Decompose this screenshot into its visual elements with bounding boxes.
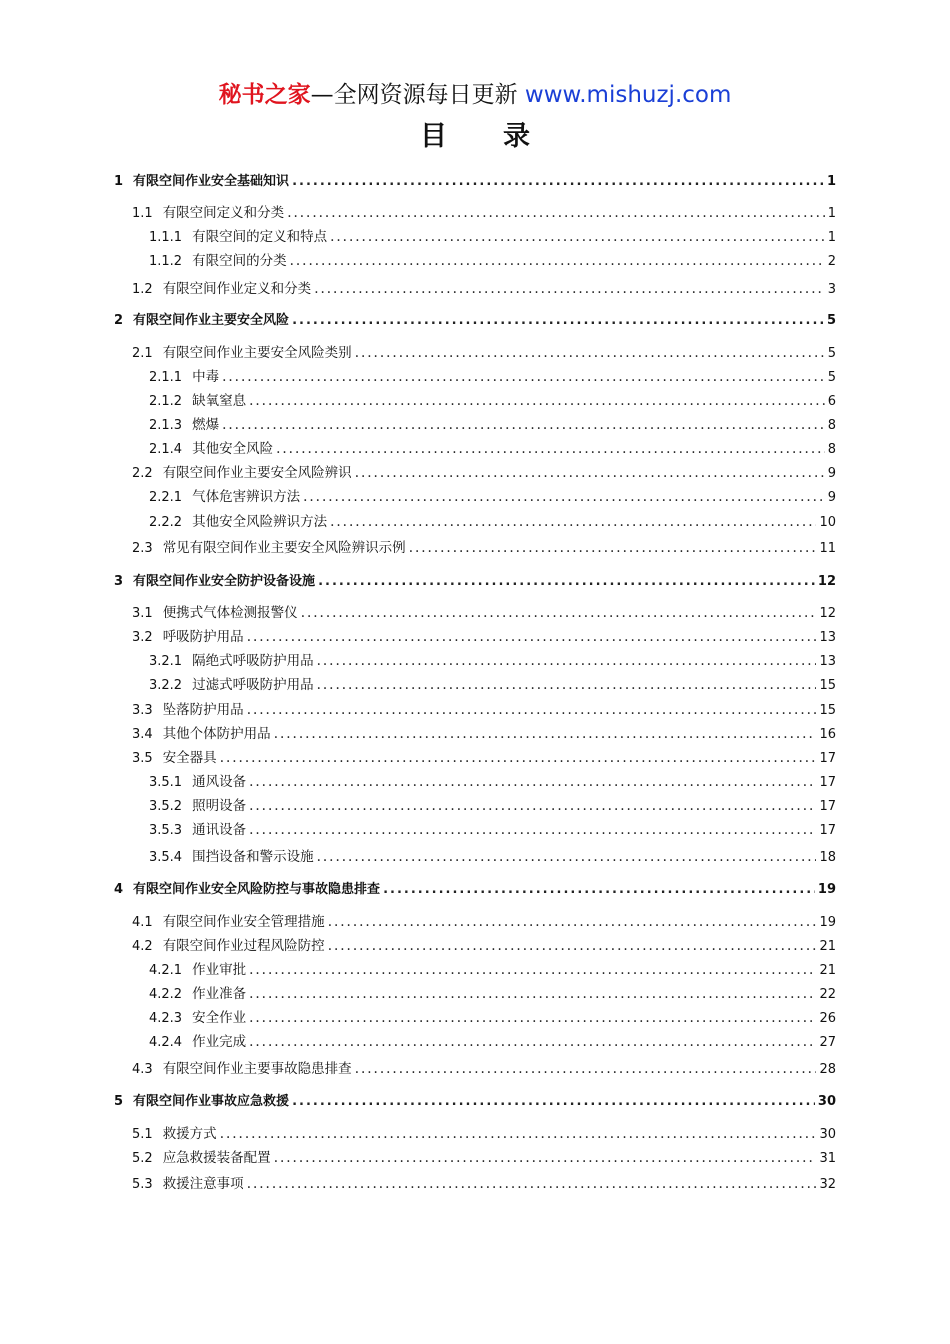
toc-entry-title: 有限空间作业安全管理措施	[162, 914, 325, 930]
toc-entry-page: 19	[819, 915, 836, 930]
toc-entry-title: 呼吸防护用品	[162, 629, 244, 645]
toc-title: 目录	[420, 121, 586, 152]
toc-entry-title: 有限空间作业安全风险防控与事故隐患排查	[133, 882, 381, 897]
toc-leader-dots	[355, 464, 825, 482]
banner-website-link[interactable]: www.mishuzj.com	[524, 82, 732, 108]
toc-entry-page: 32	[819, 1177, 836, 1192]
toc-entry-page: 1	[827, 206, 836, 221]
toc-entry-page: 9	[827, 490, 836, 505]
toc-entry-number: 3.5.4	[149, 850, 183, 865]
toc-entry[interactable]	[149, 961, 836, 980]
toc-entry-page: 10	[819, 515, 836, 530]
toc-leader-dots	[249, 392, 825, 410]
toc-entry-page: 5	[827, 370, 836, 385]
toc-leader-dots	[330, 513, 816, 531]
toc-entry-title: 作业完成	[192, 1034, 247, 1050]
toc-leader-dots	[301, 604, 817, 622]
toc-entry-page: 18	[819, 850, 836, 865]
toc-entry-page: 15	[819, 703, 836, 718]
toc-entry[interactable]	[132, 628, 836, 647]
toc-leader-dots	[292, 1093, 815, 1111]
toc-leader-dots	[318, 573, 815, 591]
toc-entry-page: 19	[817, 882, 836, 897]
toc-entry[interactable]	[132, 539, 836, 558]
toc-entry[interactable]	[149, 773, 836, 792]
toc-entry[interactable]	[149, 821, 836, 840]
toc-entry-title: 有限空间作业事故应急救援	[133, 1094, 290, 1109]
toc-entry-page: 27	[819, 1035, 836, 1050]
toc-leader-dots	[317, 848, 817, 866]
toc-entry-number: 2.1.3	[149, 418, 183, 433]
toc-entry-number: 5	[114, 1094, 124, 1109]
toc-entry-number: 1.1.1	[149, 230, 183, 245]
toc-entry-number: 1	[114, 174, 124, 189]
toc-entry[interactable]	[114, 312, 836, 330]
toc-entry-number: 3.5.2	[149, 799, 183, 814]
toc-entry-page: 1	[826, 174, 836, 189]
toc-entry-number: 2	[114, 313, 124, 328]
toc-entry-page: 17	[819, 775, 836, 790]
toc-entry-title: 过滤式呼吸防护用品	[192, 677, 314, 693]
toc-leader-dots	[328, 913, 817, 931]
toc-entry-title: 救援注意事项	[162, 1176, 244, 1192]
toc-entry-page: 2	[827, 254, 836, 269]
toc-entry-number: 3	[114, 574, 124, 589]
toc-entry-number: 4.3	[132, 1062, 153, 1077]
toc-entry-page: 21	[819, 963, 836, 978]
toc-leader-dots	[274, 1149, 817, 1167]
toc-entry[interactable]	[149, 228, 836, 247]
toc-entry-title: 其他个体防护用品	[162, 726, 271, 742]
toc-entry-page: 1	[827, 230, 836, 245]
toc-entry[interactable]	[149, 848, 836, 867]
toc-entry-page: 16	[819, 727, 836, 742]
toc-leader-dots	[247, 628, 817, 646]
toc-entry-title: 坠落防护用品	[162, 702, 244, 718]
toc-leader-dots	[274, 725, 817, 743]
toc-entry-number: 2.2	[132, 466, 153, 481]
toc-entry-number: 2.1.2	[149, 394, 183, 409]
toc-leader-dots	[247, 1175, 817, 1193]
toc-entry-number: 3.3	[132, 703, 153, 718]
toc-entry-page: 22	[819, 987, 836, 1002]
toc-leader-dots	[249, 961, 816, 979]
toc-entry-title: 有限空间作业定义和分类	[162, 281, 312, 297]
toc-entry[interactable]	[132, 725, 836, 744]
toc-leader-dots	[249, 821, 816, 839]
toc-entry-number: 4.2.3	[149, 1011, 183, 1026]
toc-entry-page: 30	[819, 1127, 836, 1142]
toc-leader-dots	[220, 749, 817, 767]
toc-entry-page: 12	[817, 574, 836, 589]
toc-entry-title: 有限空间作业过程风险防控	[162, 938, 325, 954]
toc-entry[interactable]	[149, 797, 836, 816]
toc-entry-number: 3.1	[132, 606, 153, 621]
toc-entry[interactable]	[132, 1149, 836, 1168]
toc-entry-title: 有限空间作业安全基础知识	[133, 174, 290, 189]
toc-entry-page: 21	[819, 939, 836, 954]
toc-leader-dots	[328, 937, 817, 955]
toc-entry[interactable]	[149, 416, 836, 435]
toc-entry-page: 12	[819, 606, 836, 621]
toc-leader-dots	[249, 797, 816, 815]
toc-entry[interactable]	[114, 1093, 836, 1111]
toc-entry-title: 应急救援装备配置	[162, 1150, 271, 1166]
toc-entry-number: 4.2.2	[149, 987, 183, 1002]
toc-entry-title: 安全作业	[192, 1010, 247, 1026]
toc-leader-dots	[314, 280, 825, 298]
toc-entry-number: 3.2	[132, 630, 153, 645]
toc-entry-number: 4.1	[132, 915, 153, 930]
toc-entry-page: 26	[819, 1011, 836, 1026]
toc-entry[interactable]	[132, 604, 836, 623]
toc-entry[interactable]	[149, 676, 836, 695]
toc-entry-title: 有限空间作业主要安全风险	[133, 313, 290, 328]
toc-leader-dots	[222, 416, 825, 434]
toc-leader-dots	[292, 173, 824, 191]
toc-entry-page: 17	[819, 799, 836, 814]
toc-leader-dots	[220, 1125, 817, 1143]
toc-entry[interactable]	[149, 513, 836, 532]
toc-entry[interactable]	[149, 392, 836, 411]
toc-entry-number: 2.1.4	[149, 442, 183, 457]
toc-entry-title: 其他安全风险辨识方法	[192, 514, 328, 530]
toc-leader-dots	[317, 652, 817, 670]
toc-entry-page: 8	[827, 418, 836, 433]
toc-leader-dots	[383, 881, 815, 899]
toc-entry-page: 15	[819, 678, 836, 693]
toc-entry-title: 常见有限空间作业主要安全风险辨识示例	[162, 540, 406, 556]
toc-entry[interactable]	[114, 573, 836, 591]
toc-entry-title: 有限空间的定义和特点	[192, 229, 328, 245]
toc-entry-title: 其他安全风险	[192, 441, 274, 457]
toc-entry-number: 2.1	[132, 346, 153, 361]
toc-entry-page: 9	[827, 466, 836, 481]
toc-entry[interactable]	[132, 280, 836, 299]
toc-entry-number: 1.1.2	[149, 254, 183, 269]
toc-entry-page: 6	[827, 394, 836, 409]
banner-slogan: —全网资源每日更新	[310, 82, 525, 108]
toc-entry[interactable]	[149, 1009, 836, 1028]
toc-entry[interactable]	[114, 173, 836, 191]
toc-entry-page: 8	[827, 442, 836, 457]
toc-entry[interactable]	[149, 985, 836, 1004]
toc-entry-number: 3.2.2	[149, 678, 183, 693]
toc-entry-title: 有限空间作业主要事故隐患排查	[162, 1061, 352, 1077]
toc-entry-page: 11	[819, 541, 836, 556]
toc-entry-page: 30	[817, 1094, 836, 1109]
toc-leader-dots	[276, 440, 825, 458]
toc-entry-number: 2.1.1	[149, 370, 183, 385]
toc-entry-page: 3	[827, 282, 836, 297]
toc-entry-title: 中毒	[192, 369, 220, 385]
toc-entry[interactable]	[132, 204, 836, 223]
toc-entry-number: 4	[114, 882, 124, 897]
toc-entry-page: 17	[819, 823, 836, 838]
toc-entry-title: 作业准备	[192, 986, 247, 1002]
toc-leader-dots	[355, 1060, 817, 1078]
toc-leader-dots	[409, 539, 817, 557]
toc-entry-page: 13	[819, 630, 836, 645]
toc-entry-number: 1.1	[132, 206, 153, 221]
toc-entry[interactable]	[114, 881, 836, 899]
toc-entry-title: 有限空间作业主要安全风险辨识	[162, 465, 352, 481]
toc-entry[interactable]	[149, 252, 836, 271]
toc-entry-title: 安全器具	[162, 750, 217, 766]
toc-leader-dots	[317, 676, 817, 694]
toc-entry[interactable]	[149, 652, 836, 671]
toc-entry-title: 作业审批	[192, 962, 247, 978]
toc-entry[interactable]	[132, 344, 836, 363]
toc-entry-page: 5	[826, 313, 836, 328]
toc-entry-page: 31	[819, 1151, 836, 1166]
toc-entry[interactable]	[132, 1175, 836, 1194]
toc-entry-title: 隔绝式呼吸防护用品	[192, 653, 314, 669]
toc-entry-title: 气体危害辨识方法	[192, 489, 301, 505]
toc-entry[interactable]	[149, 440, 836, 459]
toc-entry-title: 有限空间作业主要安全风险类别	[162, 345, 352, 361]
toc-leader-dots	[222, 368, 825, 386]
toc-leader-dots	[249, 1033, 816, 1051]
toc-entry-number: 5.2	[132, 1151, 153, 1166]
toc-entry-number: 4.2	[132, 939, 153, 954]
toc-entry[interactable]	[132, 937, 836, 956]
toc-entry-title: 通风设备	[192, 774, 247, 790]
toc-entry[interactable]	[132, 749, 836, 768]
toc-entry-number: 2.2.1	[149, 490, 183, 505]
toc-entry-title: 燃爆	[192, 417, 220, 433]
toc-entry-title: 有限空间定义和分类	[162, 205, 285, 221]
toc-entry-title: 有限空间的分类	[192, 253, 287, 269]
toc-entry-title: 救援方式	[162, 1126, 217, 1142]
toc-leader-dots	[249, 773, 816, 791]
toc-leader-dots	[249, 985, 816, 1003]
toc-entry-page: 5	[827, 346, 836, 361]
toc-entry-title: 围挡设备和警示设施	[192, 849, 314, 865]
toc-entry[interactable]	[132, 701, 836, 720]
toc-entry-number: 5.3	[132, 1177, 153, 1192]
toc-entry[interactable]	[149, 488, 836, 507]
toc-entry-page: 28	[819, 1062, 836, 1077]
toc-entry-page: 17	[819, 751, 836, 766]
toc-entry[interactable]	[132, 1125, 836, 1144]
toc-entry-title: 有限空间作业安全防护设备设施	[133, 574, 316, 589]
toc-entry-number: 3.5.1	[149, 775, 183, 790]
toc-entry-number: 3.4	[132, 727, 153, 742]
toc-leader-dots	[249, 1009, 816, 1027]
toc-entry-number: 4.2.1	[149, 963, 183, 978]
toc-leader-dots	[330, 228, 825, 246]
toc-entry-number: 3.2.1	[149, 654, 183, 669]
toc-leader-dots	[287, 204, 825, 222]
toc-entry-title: 便携式气体检测报警仪	[162, 605, 298, 621]
toc-leader-dots	[355, 344, 825, 362]
toc-entry[interactable]	[132, 464, 836, 483]
toc-entry[interactable]	[132, 913, 836, 932]
toc-entry-title: 通讯设备	[192, 822, 247, 838]
banner-brand: 秘书之家	[218, 82, 311, 108]
toc-entry-number: 1.2	[132, 282, 153, 297]
toc-entry-number: 2.3	[132, 541, 153, 556]
toc-entry-title: 缺氧窒息	[192, 393, 247, 409]
toc-leader-dots	[247, 701, 817, 719]
toc-entry-number: 5.1	[132, 1127, 153, 1142]
toc-leader-dots	[292, 312, 824, 330]
toc-entry-page: 13	[819, 654, 836, 669]
toc-entry-title: 照明设备	[192, 798, 247, 814]
toc-leader-dots	[303, 488, 825, 506]
toc-entry-number: 4.2.4	[149, 1035, 183, 1050]
toc-entry-number: 3.5	[132, 751, 153, 766]
toc-entry[interactable]	[149, 1033, 836, 1052]
toc-entry[interactable]	[149, 368, 836, 387]
toc-leader-dots	[290, 252, 825, 270]
toc-entry-number: 3.5.3	[149, 823, 183, 838]
toc-entry[interactable]	[132, 1060, 836, 1079]
toc-entry-number: 2.2.2	[149, 515, 183, 530]
